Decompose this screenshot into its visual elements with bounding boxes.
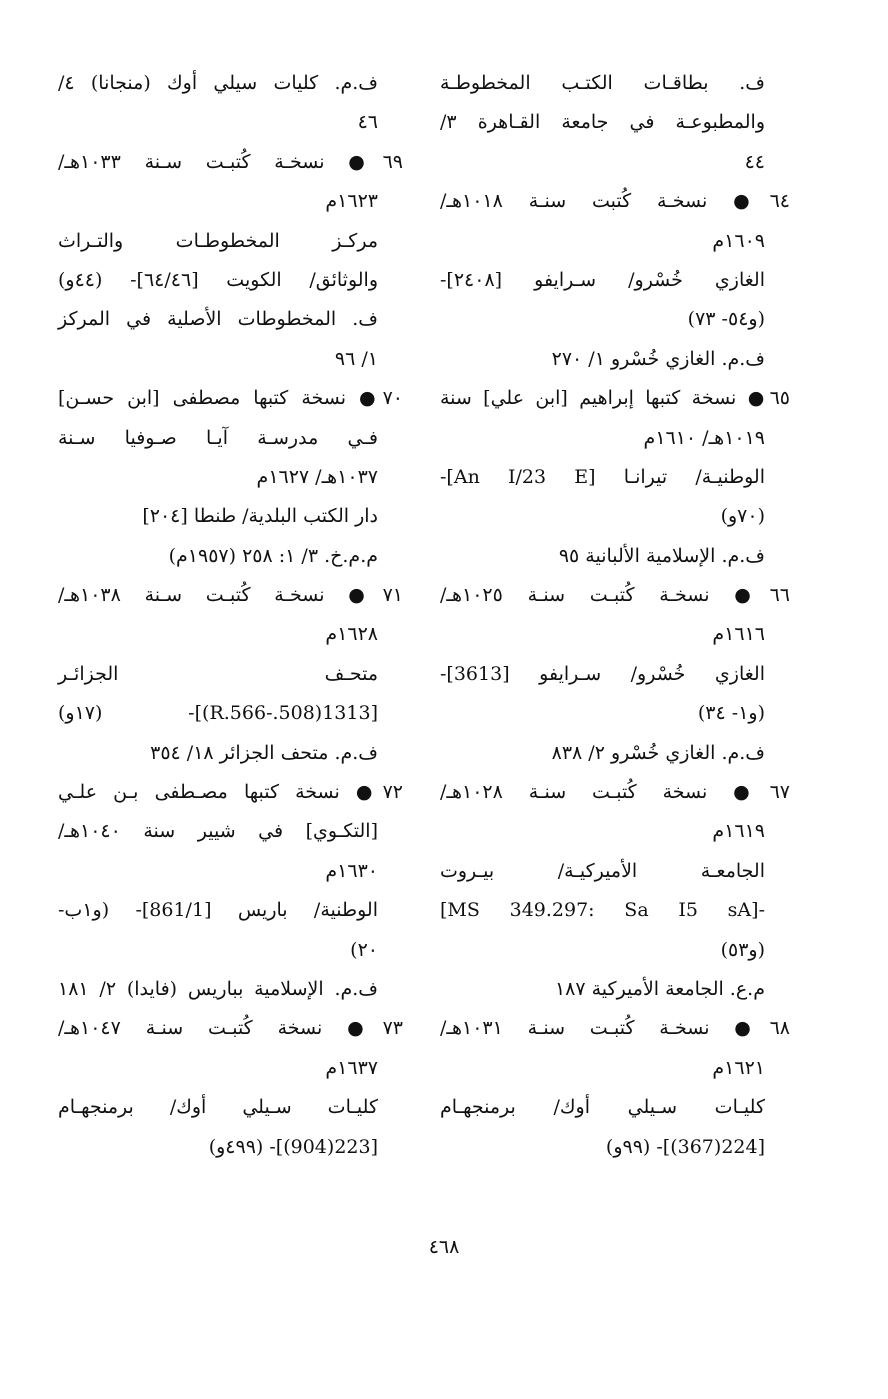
text-line: الوطنيـة/ تيرانـا [An I/23 E]- [440,465,765,488]
text-line: [223(904)]- (٤٩٩و) [208,1135,378,1158]
text-line: ٦٦● نسخـة كُتبـت سنـة ١٠٢٥هـ/ [440,584,790,607]
text-line: ٦٧● نسخة كُتبـت سنـة ١٠٢٨هـ/ [440,781,790,804]
text-line: (٧٠و) [720,505,765,528]
text-line: الغازي خُسْرو/ سـرايفو [٢٤٠٨]- [440,268,765,291]
text-line: (و٥٤- ٧٣) [687,308,765,331]
text-line: ف.م. كليات سيلي أوك (منجانا) ٤/ [58,72,378,94]
text-line: ١٦٠٩م [712,229,765,252]
text-line: ١٦١٦م [712,623,765,646]
text-line: كليـات سـيلي أوك/ برمنجهـام [58,1096,378,1119]
text-line: والمطبوعـة في جامعة القـاهرة ٣/ [440,111,765,134]
text-line: ١٦٢٣م [325,190,378,213]
text-line: كليـات سـيلي أوك/ برمنجهـام [440,1096,765,1119]
text-line: ١٦٢١م [712,1056,765,1079]
text-line: [التكـوي] في شيير سنة ١٠٤٠هـ/ [58,820,378,843]
text-line: متحـف الجزائـر [58,662,378,685]
text-line: ١٦٣٧م [325,1056,378,1079]
page-number: ٤٦٨ [428,1236,460,1258]
text-line: [1313(508.-R.566)]- (١٧و) [58,702,378,725]
text-line: ١٠١٩هـ/ ١٦١٠م [643,426,765,449]
text-line: م.م.خ. ٣/ ١: ٢٥٨ (١٩٥٧م) [168,544,378,567]
text-line: ٧٠● نسخة كتبها مصطفى [ابن حسـن] [58,387,403,410]
text-line: ٤٤ [744,150,765,173]
text-line: (و٥٣) [720,938,765,961]
text-line: ٦٨● نسخـة كُتبـت سنـة ١٠٣١هـ/ [440,1017,790,1040]
text-line: ٢٠) [350,938,378,961]
text-line: مركـز المخطوطـات والتـراث [58,229,378,252]
text-line: ٦٤● نسخـة كُتبت سنـة ١٠١٨هـ/ [440,190,790,213]
left-column [58,64,403,1167]
text-line: ٧٢● نسخة كتبها مصـطفى بـن علـي [58,781,403,804]
text-line: ف. بطاقـات الكتـب المخطوطـة [440,72,765,94]
text-line: ف.م. الغازي خُسْرو ٢/ ٨٣٨ [551,741,765,764]
text-line: ٧٣● نسخة كُتبـت سنـة ١٠٤٧هـ/ [58,1017,403,1040]
text-line: الوطنية/ باريس [861/1]- (و١ب- [58,899,378,922]
text-line: ف.م. الإسلامية الألبانية ٩٥ [558,544,765,567]
text-line: الجامعـة الأميركيـة/ بيـروت [440,859,765,882]
text-line: (و١- ٣٤) [697,702,765,725]
text-line: ١٠٣٧هـ/ ١٦٢٧م [256,465,378,488]
text-line: م.ع. الجامعة الأميركية ١٨٧ [554,977,765,1000]
text-line: ٤٦ [357,111,378,134]
text-line: دار الكتب البلدية/ طنطا [٢٠٤] [142,505,378,528]
text-line: والوثائق/ الكويت [٦٤/٤٦]- (٤٤و) [58,268,378,291]
text-line: ١/ ٩٦ [334,347,378,370]
text-line: ف.م. متحف الجزائر ١٨/ ٣٥٤ [150,741,378,764]
text-line: ٦٩● نسخـة كُتبـت سـنة ١٠٣٣هـ/ [58,150,403,173]
text-line: ف.م. الإسلامية بباريس (فايدا) ٢/ ١٨١ [58,977,378,1000]
text-line: ٦٥● نسخة كتبها إبراهيم [ابن علي] سنة [440,387,790,410]
text-line: ف. المخطوطات الأصلية في المركز [58,308,378,331]
text-line: ف.م. الغازي خُسْرو ١/ ٢٧٠ [551,347,765,370]
text-line: ١٦٢٨م [325,623,378,646]
text-line: ١٦٣٠م [325,859,378,882]
text-line: ٧١● نسخـة كُتبـت سـنة ١٠٣٨هـ/ [58,584,403,607]
right-column [440,64,790,1167]
text-line: ١٦١٩م [712,820,765,843]
text-line: الغازي خُسْرو/ سـرايفو [3613]- [440,662,765,685]
text-line: -[MS 349.297: Sa I5 sA] [440,899,765,922]
text-line: [224(367)]- (٩٩و) [605,1135,765,1158]
text-line: فـي مدرسـة آيـا صـوفيا سـنة [58,426,378,449]
